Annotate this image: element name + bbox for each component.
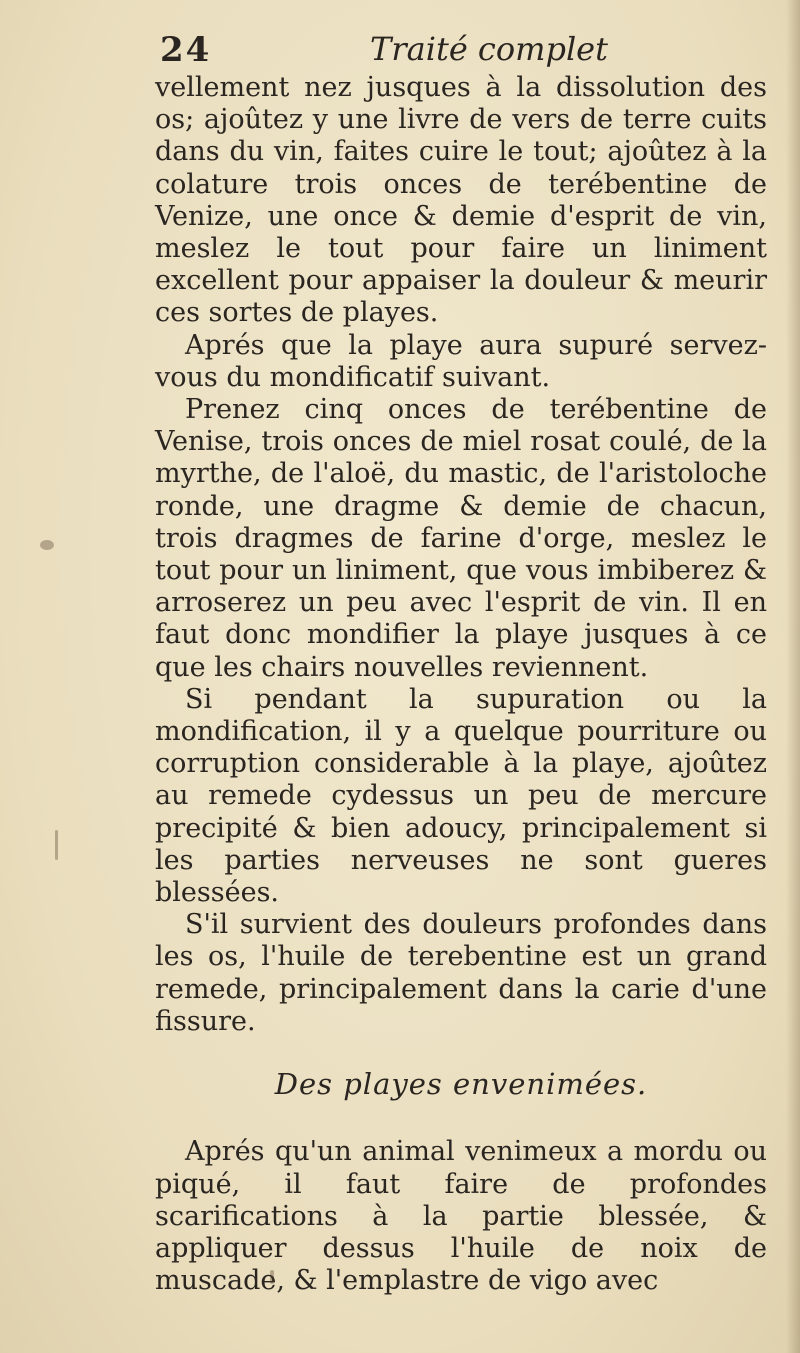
page-edge-shadow <box>786 0 800 1353</box>
paragraph-recipe: Prenez cinq onces de terébentine de Venise, trois onces de miel rosat coulé, de la myrthe, de l'aloë, du mastic, de l'aristoloche ronde, une dragme & demie de chacun, trois dragmes de farine d'orge, meslez le tout pour un liniment, que vous imbiberez & arroserez un peu avec l'esprit de vin. Il en faut donc mondifier la playe jusques à ce que les chairs nouvelles reviennent. <box>155 394 767 683</box>
paper-speck <box>270 1270 274 1284</box>
paragraph-venom: Aprés qu'un animal venimeux a mordu ou piqué, il faut faire de profondes scarifications à la partie blessée, & appliquer dessus l'huile de noix de muscade, & l'emplastre de vigo avec <box>155 1136 767 1297</box>
paragraph-bone-pain: S'il survient des douleurs profondes dans les os, l'huile de terebentine est un grand remede, principalement dans la carie d'une fissure. <box>155 909 767 1037</box>
paragraph-continuation: vellement nez jusques à la dissolution des os; ajoûtez y une livre de vers de terre cuits dans du vin, faites cuire le tout; ajoûtez à la colature trois onces de terébentine de Venize, une once & demie d'esprit de vin, meslez le tout pour faire un liniment excellent pour appaiser la douleur & meurir ces sortes de playes. <box>155 72 767 329</box>
page-header <box>160 22 760 70</box>
paragraph-corruption: Si pendant la supuration ou la mondification, il y a quelque pourriture ou corruption considerable à la playe, ajoûtez au remede cydessus un peu de mercure precipité & bien adoucy, principalement si les parties nerveuses ne sont gueres blessées. <box>155 683 767 909</box>
running-title: Traité complet <box>370 30 608 68</box>
body-text <box>155 72 767 1297</box>
paragraph-supuration: Aprés que la playe aura supuré servez-vous du mondificatif suivant. <box>155 329 767 393</box>
page-number: 24 <box>160 30 212 70</box>
paper-speck <box>55 830 58 860</box>
paper-speck <box>40 540 54 550</box>
section-heading: Des playes envenimées. <box>274 1067 648 1102</box>
